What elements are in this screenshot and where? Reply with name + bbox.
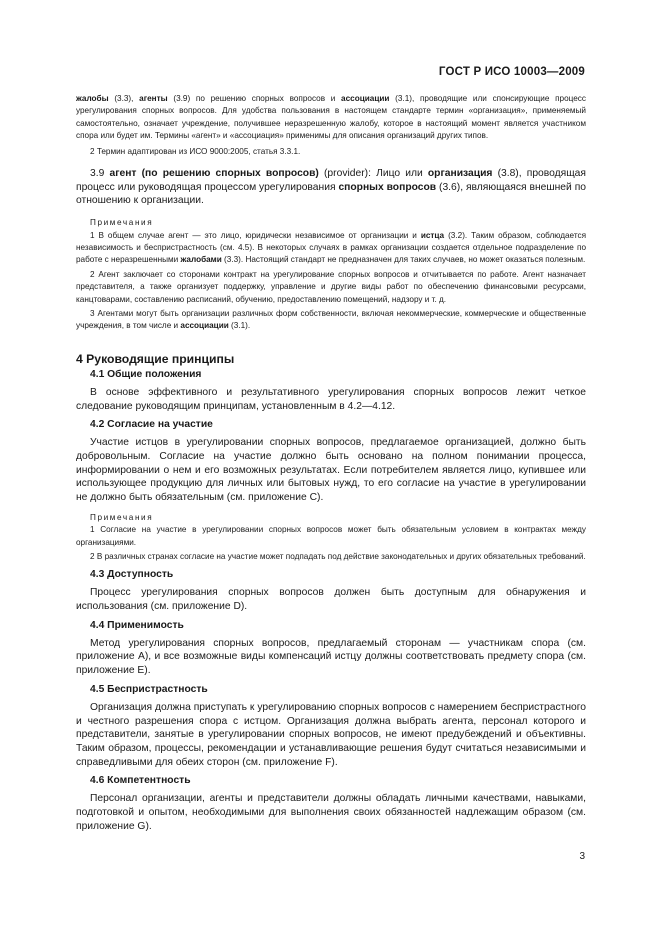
section-4-heading: 4 Руководящие принципы [76,351,235,366]
text-run: (3.6), являющаяся внешней по отношению к организации. [76,181,586,207]
bold-term: ассоциации [341,94,390,103]
section-4-2-heading: 4.2 Согласие на участие [90,419,213,431]
note-3 [76,308,586,333]
section-4-1-text: В основе эффективного и результативного урегулирования спорных вопросов лежит четкое следование руководящим принципам, установленным в 4.2—4.12. [76,386,586,412]
section-4-2-text: Участие истцов в урегулировании спорных вопросов, предлагаемое организацией, должно быть добровольным. Согласие на участие должно быть основано на полном понимании процесса, информировании о нем и его возможных результатах. Если потребителем является лицо, купившее или использующее продукцию для личных или бытовых нужд, то его согласие на участие в урегулировании не должно быть обязательным (см. приложение C). [76,437,586,504]
intro-note-2: 2 Термин адаптирован из ИСО 9000:2005, статья 3.3.1. [90,146,301,156]
bold-term: организация [427,168,493,180]
section-4-2-note-1: 1 Согласие на участие в урегулировании спорных вопросов может быть обязательным условием в контрактах между организациями. [76,525,586,547]
note-1 [76,230,586,267]
bold-term: истца [420,230,445,240]
section-4-2-note-2: 2 В различных странах согласие на участие может подпадать под действие законодательных и других обязательных требований. [90,551,586,561]
text-run: (3.3). Настоящий стандарт не предназначен для таких случаев, но может оказаться полезным. [221,255,586,265]
intro-paragraph [76,93,586,143]
text-run: 3 Агентами могут быть организации различных форм собственности, включая некоммерческие, коммерческие и общественные учреждения, в том числе и [76,308,586,331]
note-2: 2 Агент заключает со сторонами контракт на урегулирование спорных вопросов и отчитывается по работе. Агент назначает представителя, а также организует поддержку, управление и другие виды работ по обеспечению финансовыми ресурсами, канцтоварами, составлению расписаний, обучению, предоставлению помещений, надзору и т. д. [76,269,586,304]
text-run: (3.8), проводящая процесс или руководящая процессом урегулирования [76,168,586,193]
text-run: 3.9 [90,168,110,180]
section-4-4-heading: 4.4 Применимость [90,619,184,631]
text-run: (provider): Лицо или [318,168,428,180]
bold-term: жалобы [76,94,109,103]
bold-term: жалобами [180,255,222,265]
section-4-4-text: Метод урегулирования спорных вопросов, предлагаемый сторонам — участникам спора (см. приложение A), и все возможные виды компенсаций истцу должны соответствовать предмету спора (см. приложение E). [76,637,586,677]
text-run: (3.9) по решению спорных вопросов и [167,94,342,103]
page-number: 3 [579,851,585,862]
section-4-1-heading: 4.1 Общие положения [90,368,202,380]
section-4-6-text: Персонал организации, агенты и представители должны обладать личными качествами, навыками, подготовкой и опытом, необходимыми для выполнения своих обязанностей надлежащим образом (см. приложение G). [76,793,586,832]
section-4-2-notes-label: Примечания [90,512,154,522]
page-header: ГОСТ Р ИСО 10003—2009 [438,66,585,78]
section-4-3-text: Процесс урегулирования спорных вопросов должен быть доступным для обнаружения и использования (см. приложение D). [76,587,586,613]
bold-term: агенты [139,94,168,103]
text-run: (3.1), проводящие или спонсирующие процесс урегулирования спорных вопросов. Для удобства пользования в настоящем стандарте термин «организация», применяемый самостоятельно, означает учреждение, получившее неразрешенную жалобу, которое в настоящий момент является участником спора или будет им. Термины «агент» и «ассоциация» применимы для описания организаций других типов. [76,94,586,141]
bold-term: спорных вопросов [338,181,437,193]
text-run: 1 В общем случае агент — это лицо, юридически независимое от организации и [90,230,421,240]
bold-term: ассоциации [180,321,229,331]
section-4-5-text: Организация должна приступать к урегулированию спорных вопросов с намерением беспристрастного и честного разрешения спора с истцом. Организация должна выбрать агента, персонал которого и представители, занятые в урегулировании спорных вопросов, не имеют предубеждений и объективны. Таким образом, процессы, рекомендации и устанавливающие решения будут считаться независимыми и справедливыми для обеих сторон (см. приложение F). [76,701,586,768]
section-4-5-heading: 4.5 Беспристрастность [90,683,208,695]
text-run: (3.2). Таким образом, соблюдается независимость и беспристрастность (см. 4.5). В некоторых случаях в рамках организации создается отдельное подразделение по работе с неразрешенными [76,230,587,265]
bold-term: агент (по решению спорных вопросов) [109,168,319,180]
page-content [76,93,586,833]
text-run: (3.3), [108,94,140,103]
term-3-9 [76,167,586,208]
notes-label: Примечания [90,218,154,228]
section-4-6-heading: 4.6 Компетентность [90,775,191,787]
text-run: (3.1). [228,321,251,331]
section-4-3-heading: 4.3 Доступность [90,569,174,581]
